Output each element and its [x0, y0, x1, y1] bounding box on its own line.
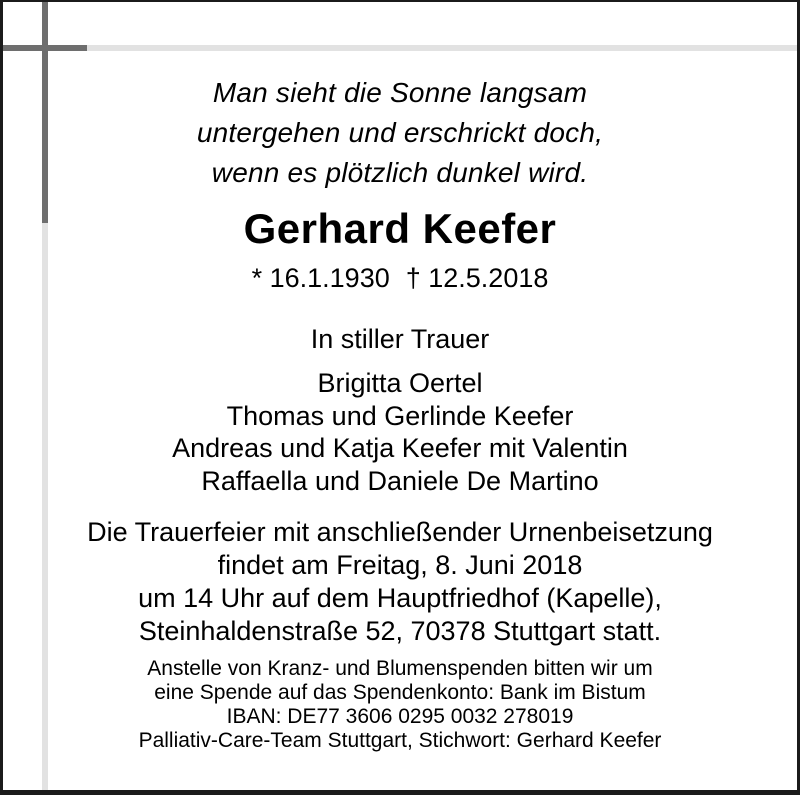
deceased-name: Gerhard Keefer	[243, 205, 557, 252]
death-date: † 12.5.2018	[405, 263, 549, 293]
donation-line: Anstelle von Kranz- und Blumenspenden bitten wir um	[147, 657, 653, 680]
life-dates	[3, 263, 797, 294]
mourner-name: Raffaella und Daniele De Martino	[201, 465, 599, 496]
donation-details	[3, 657, 797, 753]
donation-line: IBAN: DE77 3606 0295 0032 278019	[226, 705, 574, 728]
funeral-line: um 14 Uhr auf dem Hauptfriedhof (Kapelle),	[138, 583, 662, 613]
epigraph	[3, 73, 797, 193]
epigraph-line: untergehen und erschrickt doch,	[196, 117, 604, 148]
epigraph-line: Man sieht die Sonne langsam	[212, 77, 588, 108]
birth-date: * 16.1.1930	[251, 263, 390, 293]
mourner-name: Brigitta Oertel	[317, 368, 483, 398]
obituary-content	[3, 2, 797, 790]
epigraph-line: wenn es plötzlich dunkel wird.	[211, 157, 589, 188]
funeral-line: Die Trauerfeier mit anschließender Urnenbeisetzung	[87, 517, 713, 547]
mourner-name: Andreas und Katja Keefer mit Valentin	[172, 433, 628, 463]
funeral-line: Steinhaldenstraße 52, 70378 Stuttgart statt.	[138, 616, 662, 646]
funeral-line: findet am Freitag, 8. Juni 2018	[217, 550, 583, 580]
mourning-intro: In stiller Trauer	[310, 324, 490, 354]
funeral-details	[3, 516, 797, 648]
mourner-name: Thomas und Gerlinde Keefer	[226, 400, 574, 431]
donation-line: Palliativ-Care-Team Stuttgart, Stichwort: Gerhard Keefer	[138, 729, 662, 752]
mourners-list	[3, 367, 797, 497]
donation-line: eine Spende auf das Spendenkonto: Bank im Bistum	[154, 681, 646, 704]
